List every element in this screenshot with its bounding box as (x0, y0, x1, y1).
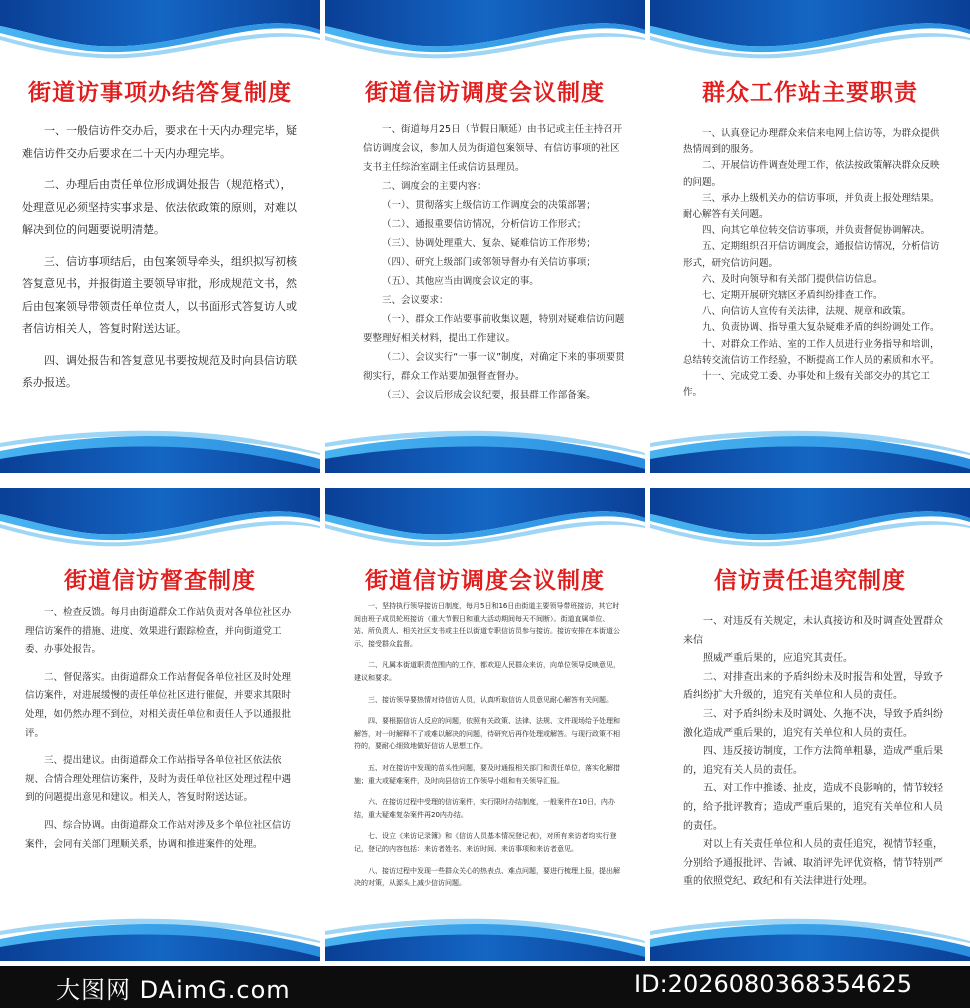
notice-board (650, 0, 970, 473)
board-body (22, 120, 302, 395)
bottom-wave-decoration (650, 913, 970, 961)
paragraph: 六、在接访过程中受理的信访案件，实行限时办结制度，一般案件在10日，内办结，重大疑难复杂案件再20内办结。 (354, 798, 615, 819)
paragraph: 四、向其它单位转交信访事项，并负责督促协调解决。 (702, 225, 931, 237)
paragraph: 二、对排查出来的予盾纠纷未及时报告和处置，导致予盾纠纷扩大升级的，追究有关单位和人员的责任。 (683, 671, 943, 702)
paragraph: 二、凡属本街道职责范围内的工作，都欢迎人民群众来访，向单位领导反映意见，建议和要求。 (354, 661, 620, 682)
paragraph: 对以上有关责任单位和人员的责任追究，视情节轻重，分别给予通报批评、告诫、取消评先评优资格，情节特别严重的依照党纪、政纪和有关法律进行处理。 (683, 839, 943, 888)
paragraph: （一）、贯彻落实上级信访工作调度会的决策部署； (382, 200, 596, 211)
paragraph: 十、对群众工作站、室的工作人员进行业务指导和培训，总结转交流信访工作经验，不断提高工作人员的素质和水平。 (683, 338, 940, 366)
bottom-wave-decoration (0, 425, 320, 473)
paragraph: 一、认真登记办理群众来信来电网上信访等，为群众提供热情周到的服务。 (683, 128, 940, 156)
paragraph: 一、坚持执行领导接访日制度，每月5日和16日由街道主要领导带班接访，其它时间由班子成员轮班接访（重大节假日和重大活动期间每天不间断）。街道直属单位、站、所负责人、相关社区支书或主任以街道专职信访员参与接访。接访安排在本街道公示，接受群众监督。 (354, 602, 620, 648)
paragraph: 一、一般信访件交办后，要求在十天内办理完毕，疑难信访件交办后要求在二十天内办理完毕。 (22, 124, 297, 160)
paragraph: （二）、通报重要信访情况，分析信访工作形式； (382, 219, 587, 230)
board-title: 群众工作站主要职责 (702, 80, 918, 106)
paragraph: 十一、完成党工委、办事处和上级有关部交办的其它工作。 (683, 371, 931, 399)
top-wave-decoration (0, 0, 320, 62)
paragraph: 三、会议要求： (382, 295, 449, 306)
top-wave-decoration (650, 488, 970, 550)
board-body (25, 604, 298, 854)
top-wave-decoration (0, 488, 320, 550)
paragraph: （一）、群众工作站要事前收集议题，特别对疑难信访问题要整理好相关材料，提出工作建议。 (363, 314, 625, 344)
paragraph: 六、及时向领导和有关部门提供信访信息。 (702, 273, 883, 285)
board-body (354, 600, 620, 890)
paragraph: 二、调度会的主要内容： (382, 181, 487, 192)
paragraph: 五、对工作中推诿、扯皮，造成不良影响的，情节较轻的，给予批评教育；造成严重后果的，追究有关单位和人员的责任。 (683, 783, 943, 832)
paragraph: （三）、会议后形成会议纪要，报县群工作部备案。 (382, 390, 596, 401)
paragraph: 五、对在接访中发现的苗头性问题，要及时通报相关部门和责任单位，落实化解措施；重大或疑难案件，及时向县信访工作领导小组和有关领导汇报。 (354, 763, 620, 785)
top-wave-decoration (325, 0, 645, 62)
paragraph: （二）、会议实行“一事一议”制度，对确定下来的事项要贯彻实行，群众工作站要加强督查督办。 (363, 352, 625, 382)
bottom-wave-decoration (325, 425, 645, 473)
notice-board (325, 0, 645, 473)
board-title: 街道信访调度会议制度 (365, 568, 605, 594)
board-title: 信访责任追究制度 (714, 568, 906, 594)
board-title: 街道信访督查制度 (64, 568, 256, 594)
watermark-site: 大图网 DAimG.com (56, 976, 291, 1004)
paragraph: 三、承办上级机关办的信访事项，并负责上报处理结果。耐心解答有关问题。 (683, 192, 940, 221)
paragraph: 五、定期组织召开信访调度会，通报信访情况，分析信访形式，研究信访问题。 (683, 241, 940, 269)
paragraph: 三、信访事项结后，由包案领导牵头，组织拟写初核答复意见书，并报街道主要领导审批，形成规范文书，然后由包案领导带领责任单位责人，以书面形式答复访人或者信访相关人，答复时附送达证。 (22, 254, 297, 335)
paragraph: 八、接访过程中发现一些群众关心的热表点、难点问题，要进行梳理上报，提出解决的对策，从源头上减少信访问题。 (354, 866, 620, 888)
paragraph: 一、对违反有关规定，未认真接访和及时调查处置群众来信 (683, 616, 943, 646)
notice-board (0, 488, 320, 961)
watermark-footer (0, 966, 970, 1008)
notice-board (650, 488, 970, 961)
paragraph: 七、定期开展研究辖区矛盾纠纷排查工作。 (702, 290, 883, 302)
paragraph: 一、街道每月25日（节假日顺延）由书记或主任主持召开信访调度会议，参加人员为街道包案领导、有信访事项的社区支书主任综治室副主任或信访县理员。 (363, 124, 623, 173)
top-wave-decoration (325, 488, 645, 550)
paragraph: 九、负责协调、指导重大复杂疑难矛盾的纠纷调处工作。 (702, 322, 940, 334)
paragraph: 二、开展信访件调查处理工作，依法按政策解决群众反映的问题。 (683, 160, 940, 188)
board-body (683, 126, 948, 401)
board-title: 街道信访调度会议制度 (365, 80, 605, 106)
paragraph: 七、设立《来访记录簿》和《信访人员基本情况登记表》，对所有来访者均实行登记，登记的内容包括：来访者姓名、来访时间、来访事项和来访者意见。 (354, 832, 617, 853)
paragraph: 三、对予盾纠纷未及时调处、久拖不决，导致予盾纠纷激化造成严重后果的，追究有关单位和人员的责任。 (683, 708, 943, 739)
watermark-id: ID:2026080368354625 (634, 970, 912, 998)
notice-board (0, 0, 320, 473)
paragraph: 八、向信访人宣传有关法律，法规、规章和政策。 (702, 306, 912, 318)
bottom-wave-decoration (650, 425, 970, 473)
board-body (683, 613, 952, 892)
paragraph: 三、接访领导要热情对待信访人员，认真听取信访人员意见耐心解答有关问题。 (368, 695, 613, 704)
paragraph: 照威严重后果的，应追究其责任。 (703, 653, 853, 665)
paragraph: 三、提出建议。由街道群众工作站指导各单位社区依法依规、合情合理处理信访案件，及时为责任单位社区处理过程中遇到的问题提出意见和建议。相关人，答复时附送达证。 (25, 755, 292, 804)
paragraph: （五）、其他应当由调度会议定的事。 (382, 276, 539, 287)
paragraph: （四）、研究上级部门或邻领导督办有关信访事项； (382, 257, 596, 268)
paragraph: 四、违反接访制度，工作方法简单粗暴，造成严重后果的，追究有关人员的责任。 (683, 746, 943, 776)
paragraph: 一、检查反馈。每月由街道群众工作站负责对各单位社区办理信访案件的措施、进度、效果进行跟踪检查，并向街道党工委、办事处报告。 (25, 607, 292, 656)
top-wave-decoration (650, 0, 970, 62)
paragraph: 四、调处报告和答复意见书要按规范及时向县信访联系办报送。 (22, 353, 297, 389)
board-title: 街道访事项办结答复制度 (28, 80, 292, 106)
paragraph: （三）、协调处理重大、复杂、疑难信访工作形势； (382, 238, 596, 249)
paragraph: 四、综合协调。由街道群众工作站对涉及多个单位社区信访案件，会同有关部门理顺关系，协调和推进案件的处理。 (25, 819, 292, 850)
board-body (363, 120, 627, 405)
paragraph: 四、要根据信访人反应的问题，依照有关政策、法律、法规、文件现场给予处理和解答，对一时解释不了或难以解决的问题，待研究后再作处理或解答。与现行政策不相符的，要耐心细致地做好信访人思想工作。 (354, 717, 620, 751)
notice-board (325, 488, 645, 961)
paragraph: 二、办理后由责任单位形成调处报告（规范格式），处理意见必须坚持实事求是、依法依政策的原则，对难以解决到位的问题要说明清楚。 (22, 178, 297, 236)
bottom-wave-decoration (0, 913, 320, 961)
paragraph: 二、督促落实。由街道群众工作站督促各单位社区及时处理信访案件，对进展缓慢的责任单位社区进行催促，并要求其限时处理，如仍然办理不到位，对相关责任单位和责任人予以通报批评。 (25, 671, 292, 739)
bottom-wave-decoration (325, 913, 645, 961)
